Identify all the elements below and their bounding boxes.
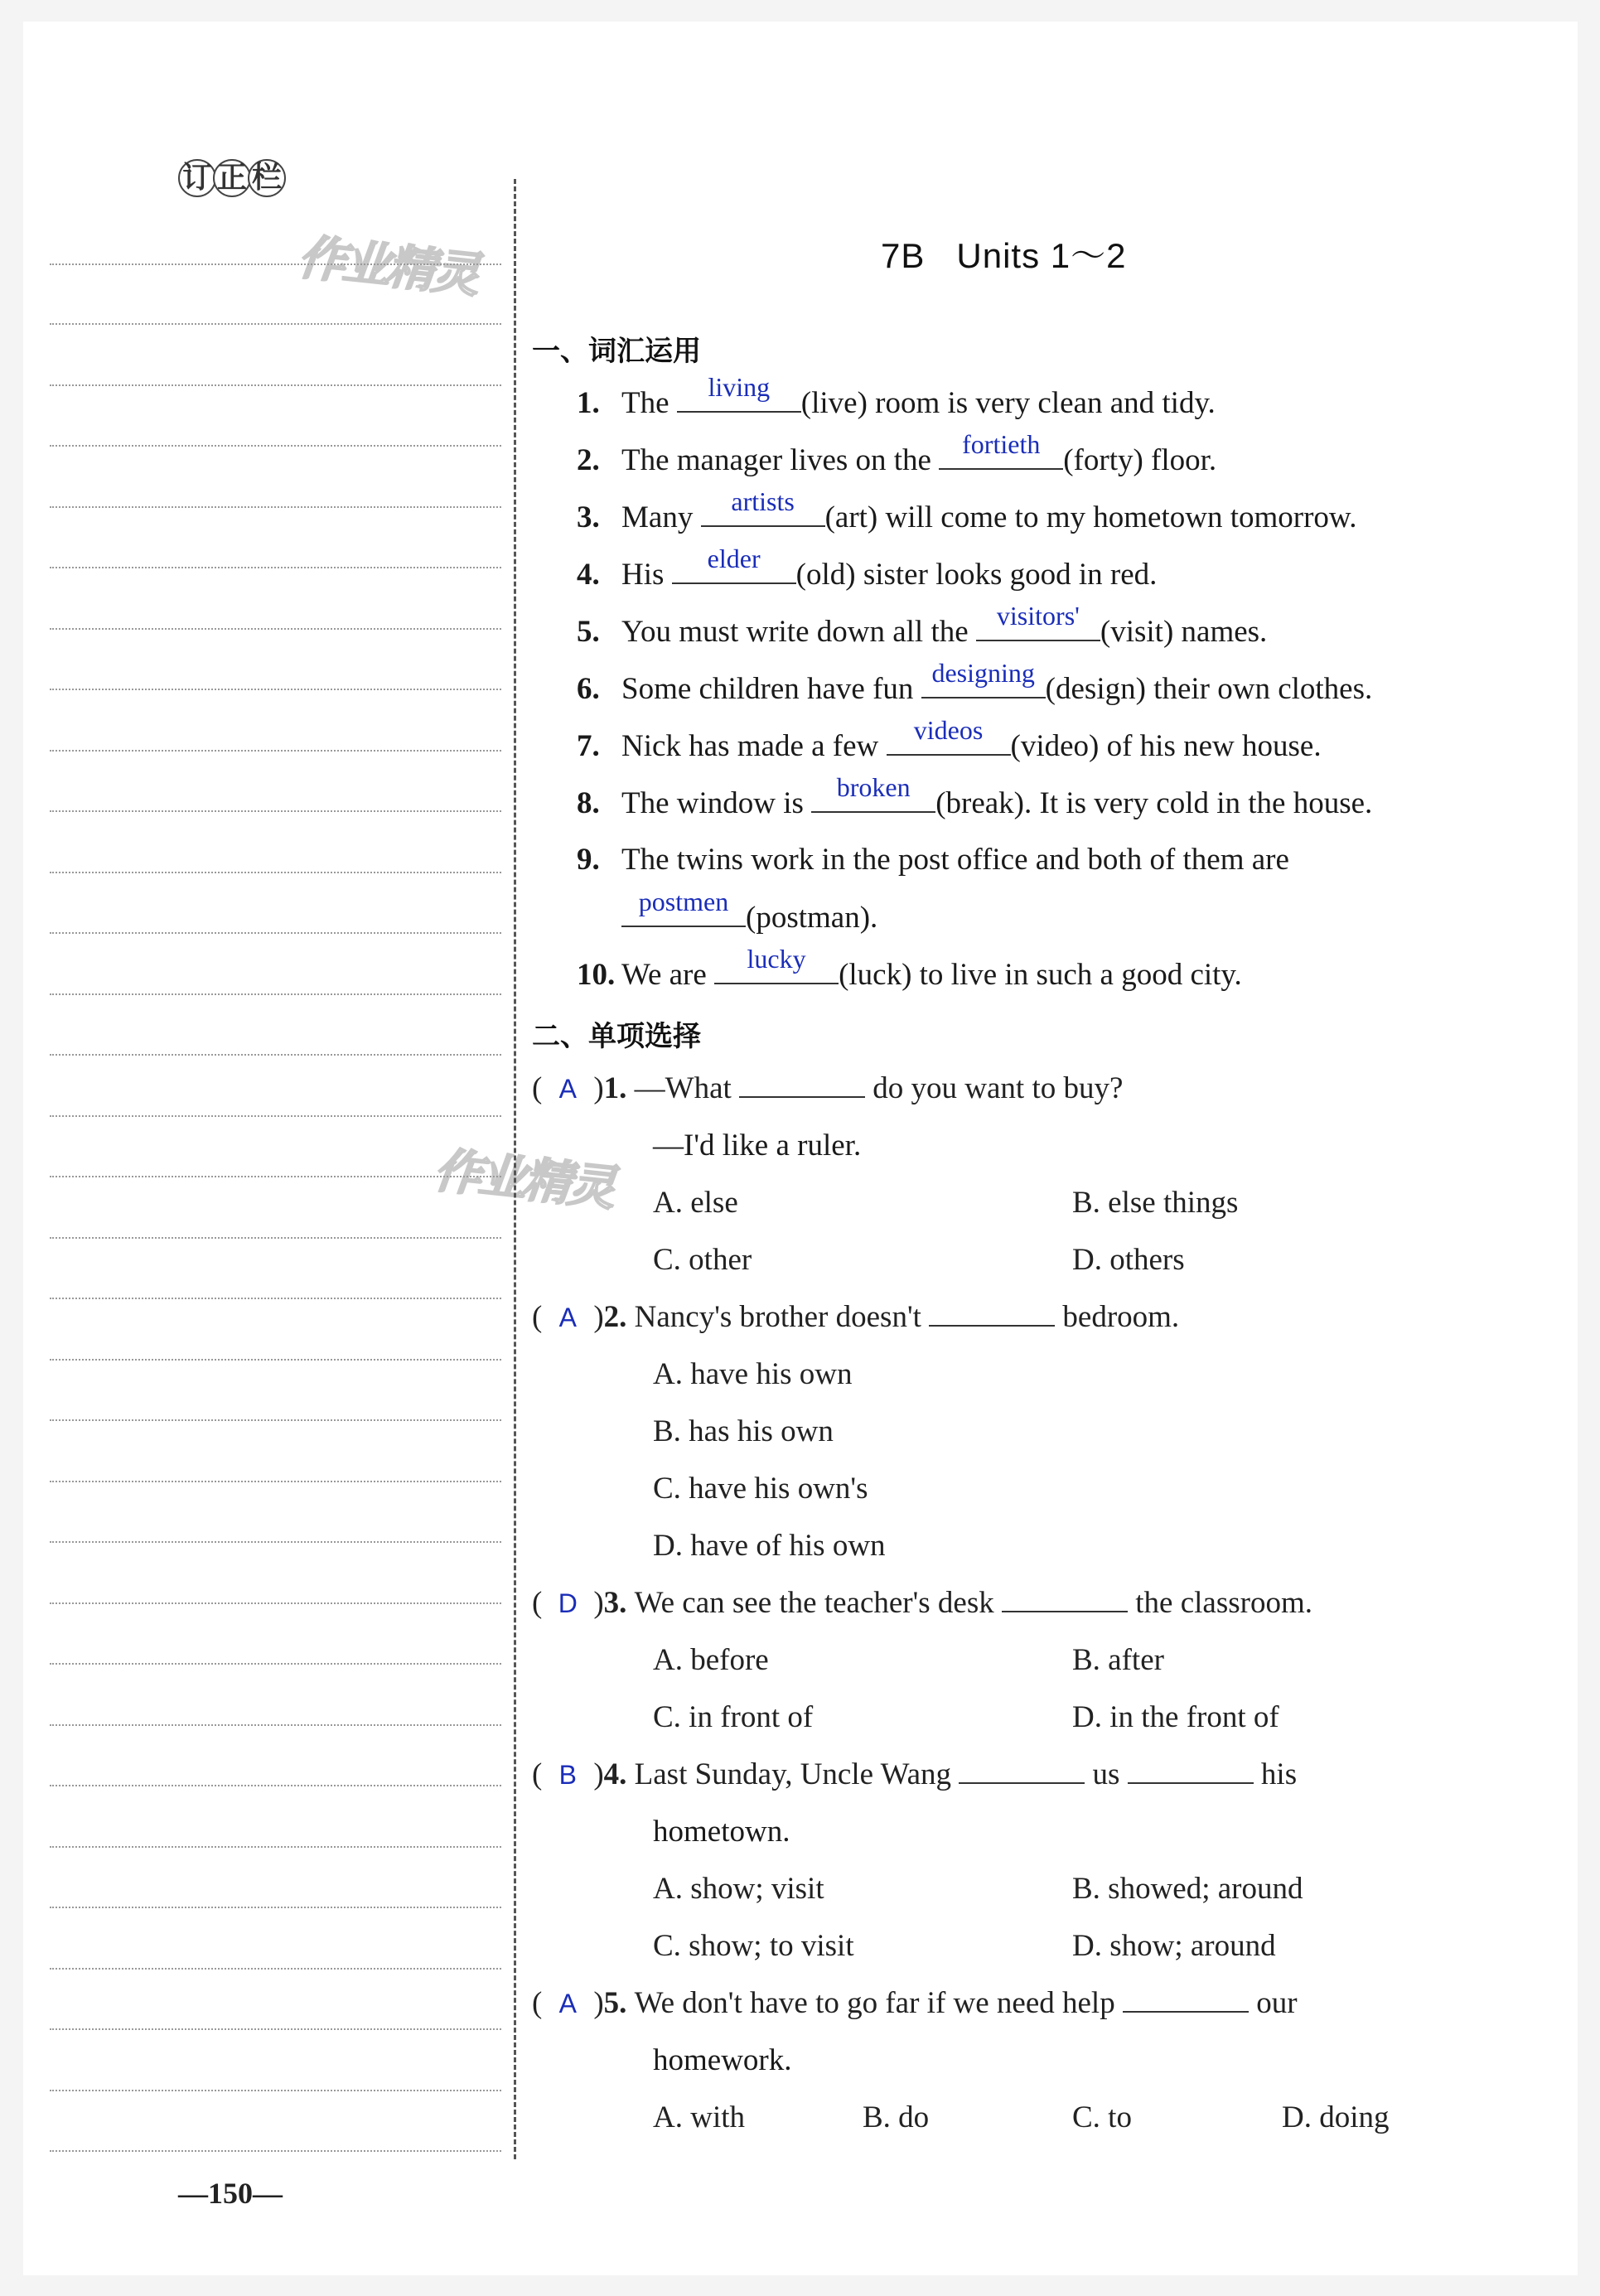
question-blank <box>959 1757 1085 1784</box>
option[interactable]: B. showed; around <box>1072 1872 1303 1906</box>
correction-column-title <box>178 159 283 197</box>
choice-answer[interactable]: D <box>558 1588 578 1618</box>
choice-answer[interactable]: B <box>558 1760 577 1790</box>
choice-answer[interactable]: A <box>558 1303 577 1332</box>
option[interactable]: C. in front of <box>653 1700 814 1734</box>
option[interactable]: A. have his own <box>653 1357 853 1391</box>
vocab-item: 8. The window is broken (break). It is very cold in the house. <box>577 772 1373 820</box>
question-blank <box>1123 1986 1249 2013</box>
option[interactable]: B. after <box>1072 1643 1164 1677</box>
vocab-item: 4. His elder (old) sister looks good in red. <box>577 544 1158 592</box>
option[interactable]: D. show; around <box>1072 1929 1276 1963</box>
correction-char: 栏 <box>248 159 286 197</box>
column-divider <box>514 179 516 2159</box>
question-line: homework. <box>653 2043 792 2077</box>
vocab-item: 2. The manager lives on the fortieth (forty) floor. <box>577 429 1217 477</box>
answer-blank[interactable]: broken <box>811 785 935 813</box>
correction-char: 正 <box>213 159 251 197</box>
section-heading-multiple-choice: 二、单项选择 <box>532 1020 701 1053</box>
mc-question: ( A )1. —What do you want to buy? <box>532 1071 1124 1105</box>
option[interactable]: D. doing <box>1282 2100 1390 2134</box>
option[interactable]: A. else <box>653 1186 738 1220</box>
option[interactable]: B. else things <box>1072 1186 1239 1220</box>
vocab-item: 6. Some children have fun designing (design) their own clothes. <box>577 658 1373 706</box>
option[interactable]: C. show; to visit <box>653 1929 854 1963</box>
answer-blank[interactable]: elder <box>672 556 796 584</box>
answer-blank[interactable]: artists <box>701 499 825 527</box>
mc-question: ( B )4. Last Sunday, Uncle Wang us his <box>532 1757 1298 1791</box>
mc-question: ( A )2. Nancy's brother doesn't bedroom. <box>532 1300 1180 1334</box>
watermark: 作业精灵 <box>431 1141 616 1217</box>
worksheet-page <box>23 22 1578 2275</box>
option[interactable]: B. do <box>863 2100 930 2134</box>
unit-title: 7B Units 1～2 <box>881 236 1127 275</box>
question-blank <box>929 1300 1055 1327</box>
vocab-item: 5. You must write down all the visitors' (visit) names. <box>577 601 1268 649</box>
option[interactable]: D. in the front of <box>1072 1700 1279 1734</box>
option[interactable]: C. to <box>1072 2100 1132 2134</box>
option[interactable]: D. others <box>1072 1243 1185 1277</box>
question-blank <box>1128 1757 1254 1784</box>
option[interactable]: D. have of his own <box>653 1529 886 1563</box>
page-number: —150— <box>178 2177 283 2210</box>
answer-blank[interactable]: visitors' <box>976 613 1100 641</box>
answer-blank[interactable]: designing <box>921 670 1046 698</box>
answer-blank[interactable]: lucky <box>714 956 839 984</box>
vocab-item: 7. Nick has made a few videos (video) of his new house. <box>577 715 1322 763</box>
choice-answer[interactable]: A <box>558 1989 577 2018</box>
option[interactable]: A. before <box>653 1643 769 1677</box>
answer-blank[interactable]: videos <box>887 727 1011 756</box>
vocab-item: 3. Many artists (art) will come to my hometown tomorrow. <box>577 486 1357 534</box>
answer-blank[interactable]: fortieth <box>939 442 1063 470</box>
option[interactable]: C. other <box>653 1243 752 1277</box>
question-line: —I'd like a ruler. <box>653 1129 862 1163</box>
mc-question: ( D )3. We can see the teacher's desk the classroom. <box>532 1586 1312 1620</box>
choice-answer[interactable]: A <box>558 1074 577 1104</box>
option[interactable]: C. have his own's <box>653 1472 868 1506</box>
vocab-item: 9. The twins work in the post office and both of them are <box>577 843 1289 877</box>
question-blank <box>1002 1586 1128 1612</box>
correction-char: 订 <box>178 159 216 197</box>
question-blank <box>739 1071 865 1098</box>
option[interactable]: B. has his own <box>653 1414 834 1448</box>
option[interactable]: A. show; visit <box>653 1872 824 1906</box>
section-heading-vocabulary: 一、词汇运用 <box>532 335 701 368</box>
answer-blank[interactable]: living <box>677 384 801 413</box>
question-line: hometown. <box>653 1815 790 1849</box>
mc-question: ( A )5. We don't have to go far if we need help our <box>532 1986 1298 2020</box>
vocab-item: 10. We are lucky (luck) to live in such a good city. <box>577 944 1242 992</box>
vocab-item: 1. The living (live) room is very clean and tidy. <box>577 372 1216 420</box>
watermark: 作业精灵 <box>295 228 480 304</box>
answer-blank[interactable]: postmen <box>621 899 746 927</box>
vocab-item-continued: postmen (postman). <box>621 899 877 935</box>
option[interactable]: A. with <box>653 2100 745 2134</box>
